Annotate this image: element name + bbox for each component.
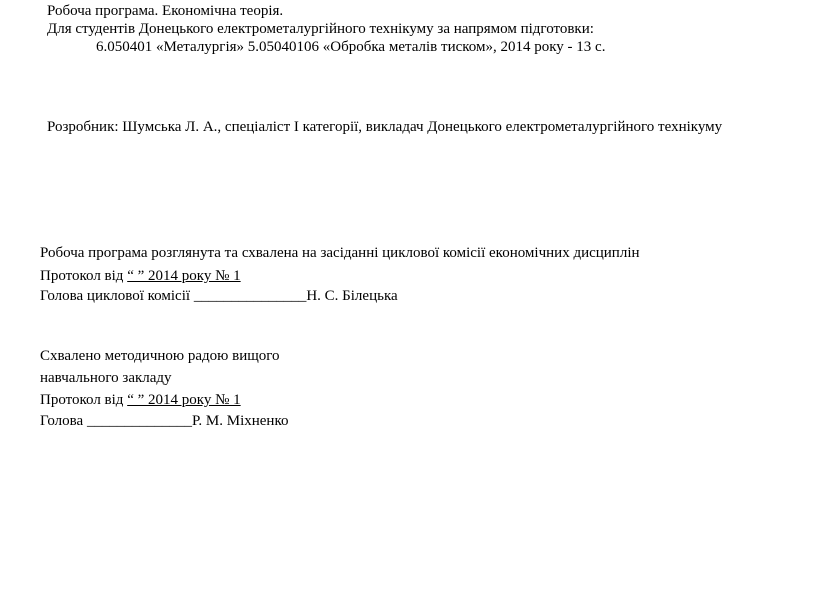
- council-approval-line1: Схвалено методичною радою вищого: [40, 348, 280, 364]
- council-head-name: Р. М. Міхненко: [191, 413, 289, 429]
- commission-protocol-date: “ ” 2014 року № 1: [127, 268, 241, 284]
- commission-protocol-label: Протокол від: [40, 268, 128, 284]
- target-students: Для студентів Донецького електрометалургійного технікуму за напрямом підготовки:: [47, 21, 594, 37]
- developer-info: Розробник: Шумська Л. А., спеціаліст І категорії, викладач Донецького електрометалургійного технікуму: [47, 119, 723, 135]
- council-head: [40, 412, 289, 430]
- council-signature-line: ______________: [86, 413, 192, 429]
- commission-head-name: Н. С. Білецька: [306, 288, 398, 304]
- council-protocol: [40, 391, 241, 409]
- commission-signature-line: _______________: [193, 288, 307, 304]
- program-title: Робоча програма. Економічна теорія.: [47, 3, 284, 19]
- specialty-info: 6.050401 «Металургія» 5.05040106 «Обробка металів тиском», 2014 року - 13 с.: [96, 39, 606, 55]
- commission-protocol: [40, 267, 241, 285]
- council-head-label: Голова: [40, 413, 87, 429]
- commission-head: [40, 287, 398, 305]
- council-protocol-label: Протокол від: [40, 392, 128, 408]
- council-protocol-date: “ ” 2014 року № 1: [127, 392, 241, 408]
- council-approval-line2: навчального закладу: [40, 370, 172, 386]
- commission-head-label: Голова циклової комісії: [40, 288, 194, 304]
- commission-approval: Робоча програма розглянута та схвалена на засіданні циклової комісії економічних дисциплін: [40, 245, 640, 261]
